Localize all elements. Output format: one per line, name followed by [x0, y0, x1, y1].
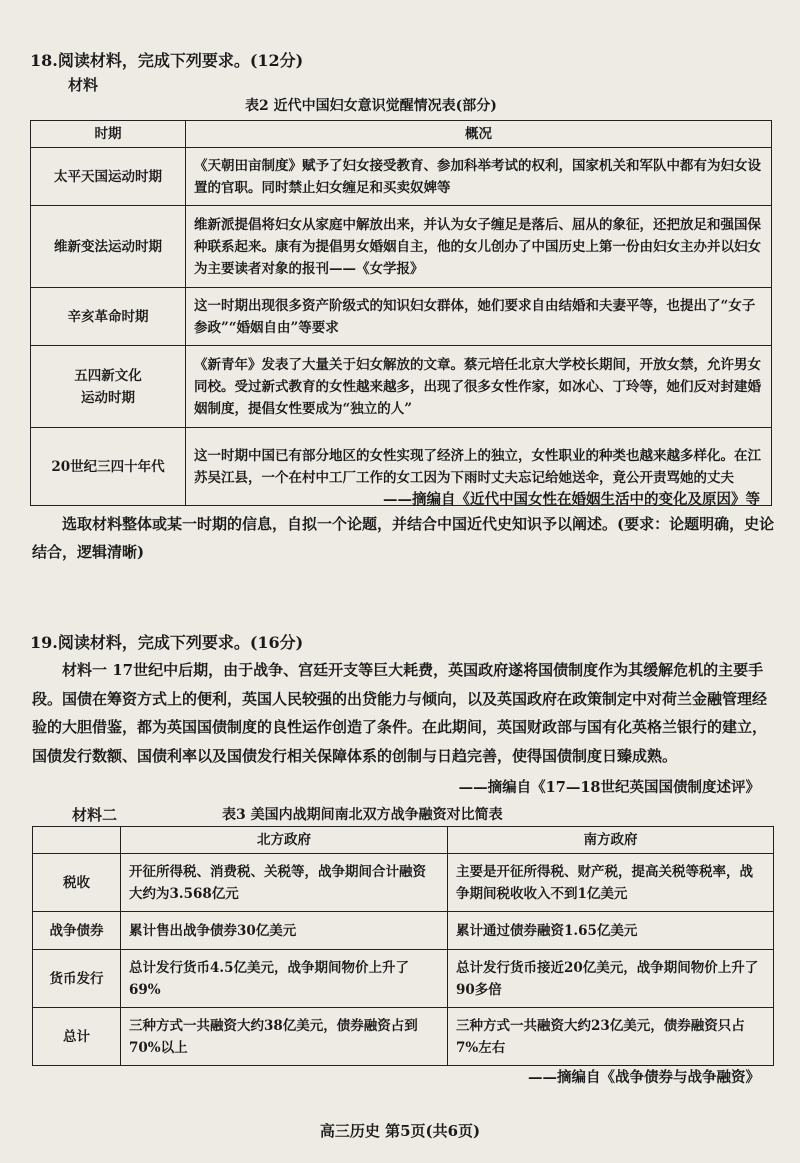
- table3-header-south: 南方政府: [448, 827, 774, 854]
- table-row: [31, 206, 772, 288]
- table3-source: ——摘编自《战争债券与战争融资》: [528, 1069, 760, 1086]
- period-cell: 维新变法运动时期: [31, 206, 186, 288]
- table2: [30, 120, 772, 506]
- north-cell: 开征所得税、消费税、关税等，战争期间合计融资大约为3.568亿元: [121, 854, 448, 912]
- overview-cell: 《天朝田亩制度》赋予了妇女接受教育、参加科举考试的权利，国家机关和军队中都有为妇女设置的官职。同时禁止妇女缠足和买卖奴婢等: [186, 148, 772, 206]
- table2-header-period: 时期: [31, 121, 186, 148]
- north-cell: 三种方式一共融资大约38亿美元，债券融资占到70%以上: [121, 1008, 448, 1066]
- table-row: [33, 1008, 774, 1066]
- overview-cell: 维新派提倡将妇女从家庭中解放出来，并认为女子缠足是落后、屈从的象征，还把放足和强国保种联系起来。康有为提倡男女婚姻自主，他的女儿创办了中国历史上第一份由妇女主办并以妇女为主要读者对象的报刊——《女学报》: [186, 206, 772, 288]
- q19-material2-label: 材料二: [72, 806, 118, 824]
- page-footer: 高三历史 第5页(共6页): [319, 1122, 481, 1140]
- table-row: [31, 288, 772, 346]
- south-cell: 三种方式一共融资大约23亿美元，债券融资只占7%左右: [448, 1008, 774, 1066]
- table3: [32, 826, 774, 1066]
- table-row: [33, 854, 774, 912]
- table3-header-empty: [33, 827, 121, 854]
- material1-source: ——摘编自《17—18世纪英国国债制度述评》: [458, 779, 760, 796]
- row-label: 货币发行: [33, 950, 121, 1008]
- table-row: [31, 346, 772, 428]
- south-cell: 累计通过债券融资1.65亿美元: [448, 912, 774, 950]
- north-cell: 总计发行货币4.5亿美元，战争期间物价上升了69%: [121, 950, 448, 1008]
- period-line-2: 运动时期: [81, 389, 135, 406]
- overview-cell: 这一时期中国已有部分地区的女性实现了经济上的独立，女性职业的种类也越来越多样化。在江苏吴江县，一个在村中工厂工作的女工因为下雨时丈夫忘记给她送伞，竟公开责骂她的丈夫: [186, 428, 772, 506]
- period-cell: 太平天国运动时期: [31, 148, 186, 206]
- overview-cell: 这一时期出现很多资产阶级式的知识妇女群体，她们要求自由结婚和夫妻平等，也提出了“女子参政”“婚姻自由”等要求: [186, 288, 772, 346]
- q18-title: 18.阅读材料，完成下列要求。(12分): [30, 51, 304, 70]
- south-cell: 总计发行货币接近20亿美元，战争期间物价上升了90多倍: [448, 950, 774, 1008]
- row-label: 税收: [33, 854, 121, 912]
- table2-caption: 表2 近代中国妇女意识觉醒情况表(部分): [245, 98, 497, 114]
- period-line-1: 五四新文化: [74, 367, 142, 384]
- table2-header-overview: 概况: [186, 121, 772, 148]
- table-row: [33, 950, 774, 1008]
- period-cell: 20世纪三四十年代: [31, 428, 186, 506]
- table3-header-row: [33, 827, 774, 854]
- row-label: 总计: [33, 1008, 121, 1066]
- q19-material1: 材料一 17世纪中后期，由于战争、宫廷开支等巨大耗费，英国政府遂将国债制度作为其缓解危机的主要手段。国债在筹资方式上的便利，英国人民较强的出贷能力与倾向，以及英国政府在政策制定中对荷兰金融管理经验的大胆借鉴，都为英国国债制度的良性运作创造了条件。在此期间，英国财政部与国有化英格兰银行的建立，国债发行数额、国债利率以及国债发行相关保障体系的创制与日趋完善，使得国债制度日臻成熟。: [32, 661, 768, 765]
- table-row: [33, 912, 774, 950]
- table-row: [31, 148, 772, 206]
- table3-header-north: 北方政府: [121, 827, 448, 854]
- north-cell: 累计售出战争债券30亿美元: [121, 912, 448, 950]
- q18-task: 选取材料整体或某一时期的信息，自拟一个论题，并结合中国近代史知识予以阐述。(要求：论题明确，史论结合，逻辑清晰): [32, 515, 775, 561]
- south-cell: 主要是开征所得税、财产税，提高关税等税率，战争期间税收收入不到1亿美元: [448, 854, 774, 912]
- period-cell: [31, 346, 186, 428]
- period-cell: 辛亥革命时期: [31, 288, 186, 346]
- table2-source: ——摘编自《近代中国女性在婚姻生活中的变化及原因》等: [383, 491, 760, 508]
- table3-caption: 表3 美国内战期间南北双方战争融资对比简表: [222, 807, 503, 823]
- table2-header-row: [31, 121, 772, 148]
- overview-cell: 《新青年》发表了大量关于妇女解放的文章。蔡元培任北京大学校长期间，开放女禁，允许男女同校。受过新式教育的女性越来越多，出现了很多女性作家，如冰心、丁玲等，她们反对封建婚姻制度，提倡女性要成为“独立的人”: [186, 346, 772, 428]
- row-label: 战争债券: [33, 912, 121, 950]
- q19-title: 19.阅读材料，完成下列要求。(16分): [30, 633, 304, 652]
- q18-material-label: 材料: [68, 76, 99, 94]
